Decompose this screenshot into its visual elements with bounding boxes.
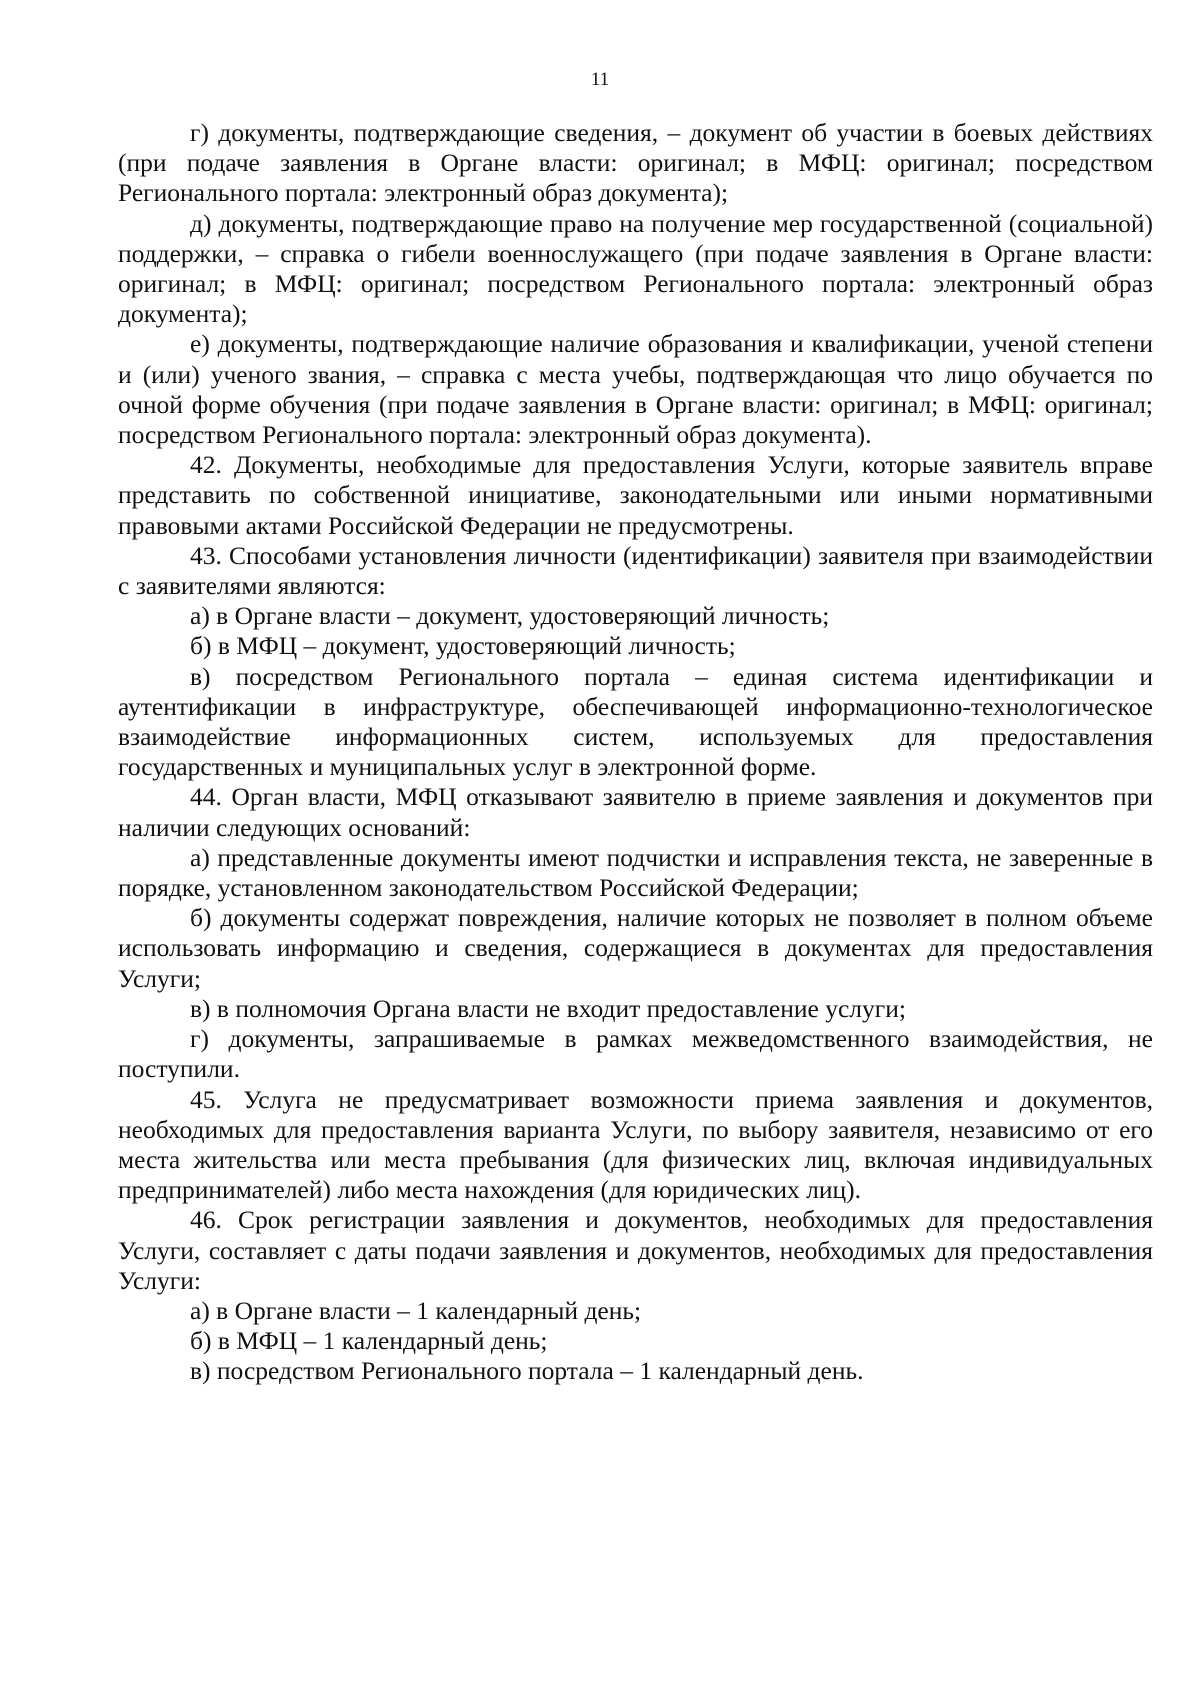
paragraph-46: 46. Срок регистрации заявления и документов, необходимых для предоставления Услуги, составляет с даты подачи заявления и документов, необходимых для предоставления Услуги: (118, 1205, 1153, 1295)
paragraph-item-e-education: е) документы, подтверждающие наличие образования и квалификации, ученой степени и (или) ученого звания, – справка с места учебы, подтверждающая что лицо обучается по очной форме обучения (при подаче заявления в Органе власти: оригинал; в МФЦ: оригинал; посредством Регионального портала: электронный образ документа). (118, 329, 1153, 450)
paragraph-44-g: г) документы, запрашиваемые в рамках межведомственного взаимодействия, не поступили. (118, 1024, 1153, 1084)
paragraph-43-v: в) посредством Регионального портала – единая система идентификации и аутентификации в инфраструктуре, обеспечивающей информационно-технологическое взаимодействие информационных систем, используемых для предоставления государственных и муниципальных услуг в электронной форме. (118, 661, 1153, 782)
paragraph-42: 42. Документы, необходимые для предоставления Услуги, которые заявитель вправе представить по собственной инициативе, законодательными или иными нормативными правовыми актами Российской Федерации не предусмотрены. (118, 450, 1153, 540)
paragraph-item-d-social-support: д) документы, подтверждающие право на получение мер государственной (социальной) поддержки, – справка о гибели военнослужащего (при подаче заявления в Органе власти: оригинал; в МФЦ: оригинал; посредством Регионального портала: электронный образ документа); (118, 208, 1153, 329)
document-body (118, 118, 1153, 1387)
paragraph-46-b: б) в МФЦ – 1 календарный день; (190, 1326, 548, 1356)
page-number: 11 (590, 69, 610, 90)
paragraph-45: 45. Услуга не предусматривает возможности приема заявления и документов, необходимых для предоставления варианта Услуги, по выбору заявителя, независимо от его места жительства или места пребывания (для физических лиц, включая индивидуальных предпринимателей) либо места нахождения (для юридических лиц). (118, 1084, 1153, 1205)
paragraph-46-a: а) в Органе власти – 1 календарный день; (190, 1295, 642, 1325)
paragraph-item-g-combat: г) документы, подтверждающие сведения, – документ об участии в боевых действиях (при подаче заявления в Органе власти: оригинал; в МФЦ: оригинал; посредством Регионального портала: электронный образ документа); (118, 118, 1153, 208)
paragraph-43: 43. Способами установления личности (идентификации) заявителя при взаимодействии с заявителями являются: (118, 540, 1153, 601)
paragraph-43-b: б) в МФЦ – документ, удостоверяющий личность; (190, 631, 736, 661)
paragraph-44-a: а) представленные документы имеют подчистки и исправления текста, не заверенные в порядке, установленном законодательством Российской Федерации; (118, 842, 1153, 903)
paragraph-46-v: в) посредством Регионального портала – 1 календарный день. (190, 1356, 864, 1386)
paragraph-44-b: б) документы содержат повреждения, наличие которых не позволяет в полном объеме использовать информацию и сведения, содержащиеся в документах для предоставления Услуги; (118, 903, 1153, 993)
paragraph-44: 44. Орган власти, МФЦ отказывают заявителю в приеме заявления и документов при наличии следующих оснований: (118, 782, 1153, 842)
paragraph-44-v: в) в полномочия Органа власти не входит предоставление услуги; (190, 993, 906, 1023)
paragraph-43-a: а) в Органе власти – документ, удостоверяющий личность; (190, 601, 830, 631)
